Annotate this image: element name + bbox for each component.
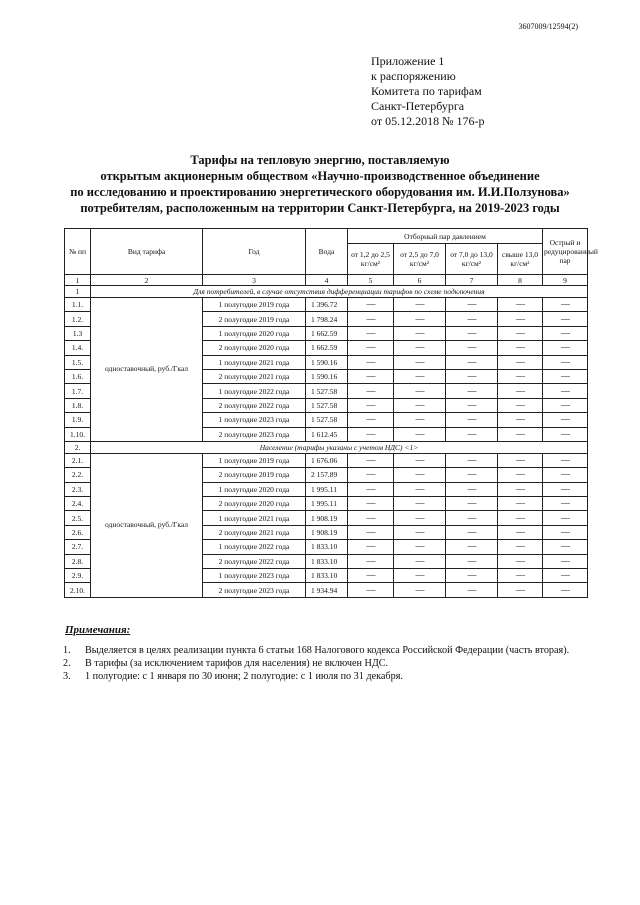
water-tariff: 1 798.24 <box>306 312 348 326</box>
water-tariff: 1 527.58 <box>306 384 348 398</box>
empty-dash: — <box>446 525 498 539</box>
period: 1 полугодие 2023 года <box>203 413 306 427</box>
notes-list <box>63 644 569 683</box>
note-text: Выделяется в целях реализации пункта 6 статьи 168 Налогового кодекса Российской Федерации (часть вторая). <box>85 645 570 656</box>
column-number: 9 <box>543 275 588 286</box>
row-number: 1.6. <box>65 369 91 383</box>
empty-dash: — <box>446 369 498 383</box>
column-number: 6 <box>394 275 446 286</box>
empty-dash: — <box>394 413 446 427</box>
row-number: 1.8. <box>65 398 91 412</box>
tariff-type: одноставочный, руб./Гкал <box>91 298 203 442</box>
period: 1 полугодие 2021 года <box>203 511 306 525</box>
header-steam-1: от 1,2 до 2,5 кг/см² <box>348 244 394 275</box>
row-number: 1.3 <box>65 326 91 340</box>
column-number: 7 <box>446 275 498 286</box>
empty-dash: — <box>543 384 588 398</box>
title-line: Тарифы на тепловую энергию, поставляемую <box>190 153 450 167</box>
note-item <box>63 657 569 670</box>
empty-dash: — <box>394 355 446 369</box>
empty-dash: — <box>348 413 394 427</box>
period: 2 полугодие 2022 года <box>203 398 306 412</box>
empty-dash: — <box>498 427 543 441</box>
empty-dash: — <box>348 312 394 326</box>
empty-dash: — <box>348 583 394 597</box>
appendix-line: Комитета по тарифам <box>371 84 482 98</box>
column-number: 2 <box>91 275 203 286</box>
column-number: 5 <box>348 275 394 286</box>
row-number: 2.3. <box>65 482 91 496</box>
empty-dash: — <box>348 355 394 369</box>
period: 2 полугодие 2023 года <box>203 583 306 597</box>
row-number: 2.1. <box>65 453 91 467</box>
empty-dash: — <box>394 384 446 398</box>
water-tariff: 1 833.10 <box>306 540 348 554</box>
document-number: 3607009/12594(2) <box>518 22 578 31</box>
empty-dash: — <box>446 540 498 554</box>
period: 2 полугодие 2020 года <box>203 341 306 355</box>
row-number: 2.6. <box>65 525 91 539</box>
water-tariff: 1 995.11 <box>306 482 348 496</box>
empty-dash: — <box>498 583 543 597</box>
empty-dash: — <box>498 453 543 467</box>
empty-dash: — <box>446 355 498 369</box>
water-tariff: 1 612.45 <box>306 427 348 441</box>
tariff-type: одноставочный, руб./Гкал <box>91 453 203 597</box>
empty-dash: — <box>446 468 498 482</box>
water-tariff: 1 662.59 <box>306 341 348 355</box>
row-number: 1.10. <box>65 427 91 441</box>
header-tariff-type: Вид тарифа <box>91 229 203 275</box>
tariff-table <box>64 228 598 598</box>
empty-dash: — <box>348 369 394 383</box>
empty-dash: — <box>348 398 394 412</box>
period: 2 полугодие 2021 года <box>203 525 306 539</box>
empty-dash: — <box>446 326 498 340</box>
empty-dash: — <box>498 569 543 583</box>
header-steam-group: Отборный пар давлением <box>348 229 543 244</box>
empty-dash: — <box>498 341 543 355</box>
empty-dash: — <box>543 298 588 312</box>
water-tariff: 1 590.16 <box>306 369 348 383</box>
empty-dash: — <box>543 468 588 482</box>
empty-dash: — <box>446 497 498 511</box>
empty-dash: — <box>543 569 588 583</box>
empty-dash: — <box>394 453 446 467</box>
empty-dash: — <box>446 312 498 326</box>
empty-dash: — <box>498 413 543 427</box>
row-number: 1.5. <box>65 355 91 369</box>
empty-dash: — <box>498 326 543 340</box>
period: 1 полугодие 2023 года <box>203 569 306 583</box>
empty-dash: — <box>543 497 588 511</box>
empty-dash: — <box>446 554 498 568</box>
empty-dash: — <box>543 427 588 441</box>
row-number: 2.7. <box>65 540 91 554</box>
empty-dash: — <box>394 398 446 412</box>
empty-dash: — <box>348 298 394 312</box>
empty-dash: — <box>498 511 543 525</box>
water-tariff: 1 833.10 <box>306 569 348 583</box>
row-number: 2.9. <box>65 569 91 583</box>
document-title <box>40 152 600 216</box>
table-row <box>65 453 588 467</box>
empty-dash: — <box>543 369 588 383</box>
water-tariff: 1 527.58 <box>306 413 348 427</box>
empty-dash: — <box>543 554 588 568</box>
empty-dash: — <box>348 511 394 525</box>
empty-dash: — <box>394 583 446 597</box>
header-steam-4: свыше 13,0 кг/см² <box>498 244 543 275</box>
period: 2 полугодие 2019 года <box>203 312 306 326</box>
empty-dash: — <box>348 554 394 568</box>
empty-dash: — <box>543 482 588 496</box>
empty-dash: — <box>348 468 394 482</box>
empty-dash: — <box>543 540 588 554</box>
empty-dash: — <box>446 298 498 312</box>
empty-dash: — <box>446 511 498 525</box>
appendix-line: Санкт-Петербурга <box>371 99 465 113</box>
row-number: 1.7. <box>65 384 91 398</box>
period: 2 полугодие 2023 года <box>203 427 306 441</box>
empty-dash: — <box>498 540 543 554</box>
empty-dash: — <box>348 569 394 583</box>
period: 1 полугодие 2019 года <box>203 298 306 312</box>
note-text: 1 полугодие: с 1 января по 30 июня; 2 полугодие: с 1 июля по 31 декабря. <box>85 671 403 682</box>
empty-dash: — <box>394 482 446 496</box>
empty-dash: — <box>446 341 498 355</box>
empty-dash: — <box>498 468 543 482</box>
header-steam-2: от 2,5 до 7,0 кг/см² <box>394 244 446 275</box>
note-item <box>63 644 569 657</box>
period: 1 полугодие 2022 года <box>203 384 306 398</box>
empty-dash: — <box>498 369 543 383</box>
empty-dash: — <box>394 540 446 554</box>
empty-dash: — <box>498 497 543 511</box>
row-number: 1.4. <box>65 341 91 355</box>
header-water: Вода <box>306 229 348 275</box>
water-tariff: 1 934.94 <box>306 583 348 597</box>
empty-dash: — <box>543 398 588 412</box>
empty-dash: — <box>543 355 588 369</box>
empty-dash: — <box>498 554 543 568</box>
water-tariff: 1 527.58 <box>306 398 348 412</box>
column-number: 8 <box>498 275 543 286</box>
section-title: Для потребителей, в случае отсутствия дифференциации тарифов по схеме подключения <box>91 286 588 298</box>
row-number: 2.10. <box>65 583 91 597</box>
empty-dash: — <box>348 525 394 539</box>
empty-dash: — <box>498 312 543 326</box>
empty-dash: — <box>348 497 394 511</box>
water-tariff: 1 908.19 <box>306 525 348 539</box>
row-number: 2.8. <box>65 554 91 568</box>
period: 1 полугодие 2022 года <box>203 540 306 554</box>
empty-dash: — <box>498 384 543 398</box>
empty-dash: — <box>394 525 446 539</box>
section-number: 1 <box>65 286 91 298</box>
empty-dash: — <box>394 312 446 326</box>
empty-dash: — <box>543 583 588 597</box>
empty-dash: — <box>348 427 394 441</box>
note-number: 3. <box>63 671 71 682</box>
empty-dash: — <box>498 355 543 369</box>
water-tariff: 2 157.89 <box>306 468 348 482</box>
header-sharp-steam: Острый и редуцированный пар <box>543 229 588 275</box>
empty-dash: — <box>446 453 498 467</box>
empty-dash: — <box>446 398 498 412</box>
column-number: 1 <box>65 275 91 286</box>
water-tariff: 1 396.72 <box>306 298 348 312</box>
empty-dash: — <box>498 398 543 412</box>
empty-dash: — <box>498 525 543 539</box>
empty-dash: — <box>543 326 588 340</box>
empty-dash: — <box>543 525 588 539</box>
note-text: В тарифы (за исключением тарифов для населения) не включен НДС. <box>85 658 389 669</box>
appendix-line: к распоряжению <box>371 69 456 83</box>
note-item <box>63 670 569 683</box>
period: 1 полугодие 2020 года <box>203 482 306 496</box>
title-line: по исследованию и проектированию энергетического оборудования им. И.И.Ползунова» <box>70 185 570 199</box>
empty-dash: — <box>394 326 446 340</box>
row-number: 1.1. <box>65 298 91 312</box>
period: 1 полугодие 2020 года <box>203 326 306 340</box>
column-number: 3 <box>203 275 306 286</box>
section-number: 2. <box>65 441 91 453</box>
water-tariff: 1 908.19 <box>306 511 348 525</box>
appendix-line: Приложение 1 <box>371 54 445 68</box>
empty-dash: — <box>394 468 446 482</box>
empty-dash: — <box>394 369 446 383</box>
empty-dash: — <box>394 497 446 511</box>
empty-dash: — <box>543 312 588 326</box>
period: 1 полугодие 2021 года <box>203 355 306 369</box>
empty-dash: — <box>543 453 588 467</box>
header-num: № пп <box>65 229 91 275</box>
empty-dash: — <box>348 326 394 340</box>
title-line: открытым акционерным обществом «Научно-производственное объединение <box>100 169 540 183</box>
empty-dash: — <box>446 569 498 583</box>
title-line: потребителям, расположенным на территории Санкт-Петербурга, на 2019-2023 годы <box>80 201 560 215</box>
note-number: 1. <box>63 645 71 656</box>
water-tariff: 1 662.59 <box>306 326 348 340</box>
empty-dash: — <box>446 427 498 441</box>
period: 2 полугодие 2021 года <box>203 369 306 383</box>
row-number: 1.9. <box>65 413 91 427</box>
empty-dash: — <box>446 384 498 398</box>
appendix-block <box>371 54 485 129</box>
water-tariff: 1 590.16 <box>306 355 348 369</box>
empty-dash: — <box>394 511 446 525</box>
row-number: 2.5. <box>65 511 91 525</box>
period: 2 полугодие 2020 года <box>203 497 306 511</box>
empty-dash: — <box>394 554 446 568</box>
empty-dash: — <box>348 453 394 467</box>
header-steam-3: от 7,0 до 13,0 кг/см² <box>446 244 498 275</box>
period: 2 полугодие 2019 года <box>203 468 306 482</box>
row-number: 2.4. <box>65 497 91 511</box>
empty-dash: — <box>446 413 498 427</box>
empty-dash: — <box>498 298 543 312</box>
empty-dash: — <box>543 413 588 427</box>
empty-dash: — <box>394 569 446 583</box>
row-number: 1.2. <box>65 312 91 326</box>
empty-dash: — <box>348 384 394 398</box>
row-number: 2.2. <box>65 468 91 482</box>
appendix-line: от 05.12.2018 № 176-р <box>371 114 485 128</box>
water-tariff: 1 995.11 <box>306 497 348 511</box>
empty-dash: — <box>543 511 588 525</box>
water-tariff: 1 833.10 <box>306 554 348 568</box>
notes-title: Примечания: <box>65 624 131 636</box>
period: 2 полугодие 2022 года <box>203 554 306 568</box>
empty-dash: — <box>394 341 446 355</box>
empty-dash: — <box>394 298 446 312</box>
section-row <box>65 441 588 453</box>
empty-dash: — <box>446 583 498 597</box>
period: 1 полугодие 2019 года <box>203 453 306 467</box>
header-year: Год <box>203 229 306 275</box>
empty-dash: — <box>446 482 498 496</box>
table-row <box>65 298 588 312</box>
section-row <box>65 286 588 298</box>
empty-dash: — <box>543 341 588 355</box>
section-title: Население (тарифы указаны с учетом НДС) <1> <box>91 441 588 453</box>
note-number: 2. <box>63 658 71 669</box>
empty-dash: — <box>348 540 394 554</box>
empty-dash: — <box>348 341 394 355</box>
empty-dash: — <box>348 482 394 496</box>
column-number: 4 <box>306 275 348 286</box>
empty-dash: — <box>394 427 446 441</box>
water-tariff: 1 676.06 <box>306 453 348 467</box>
empty-dash: — <box>498 482 543 496</box>
